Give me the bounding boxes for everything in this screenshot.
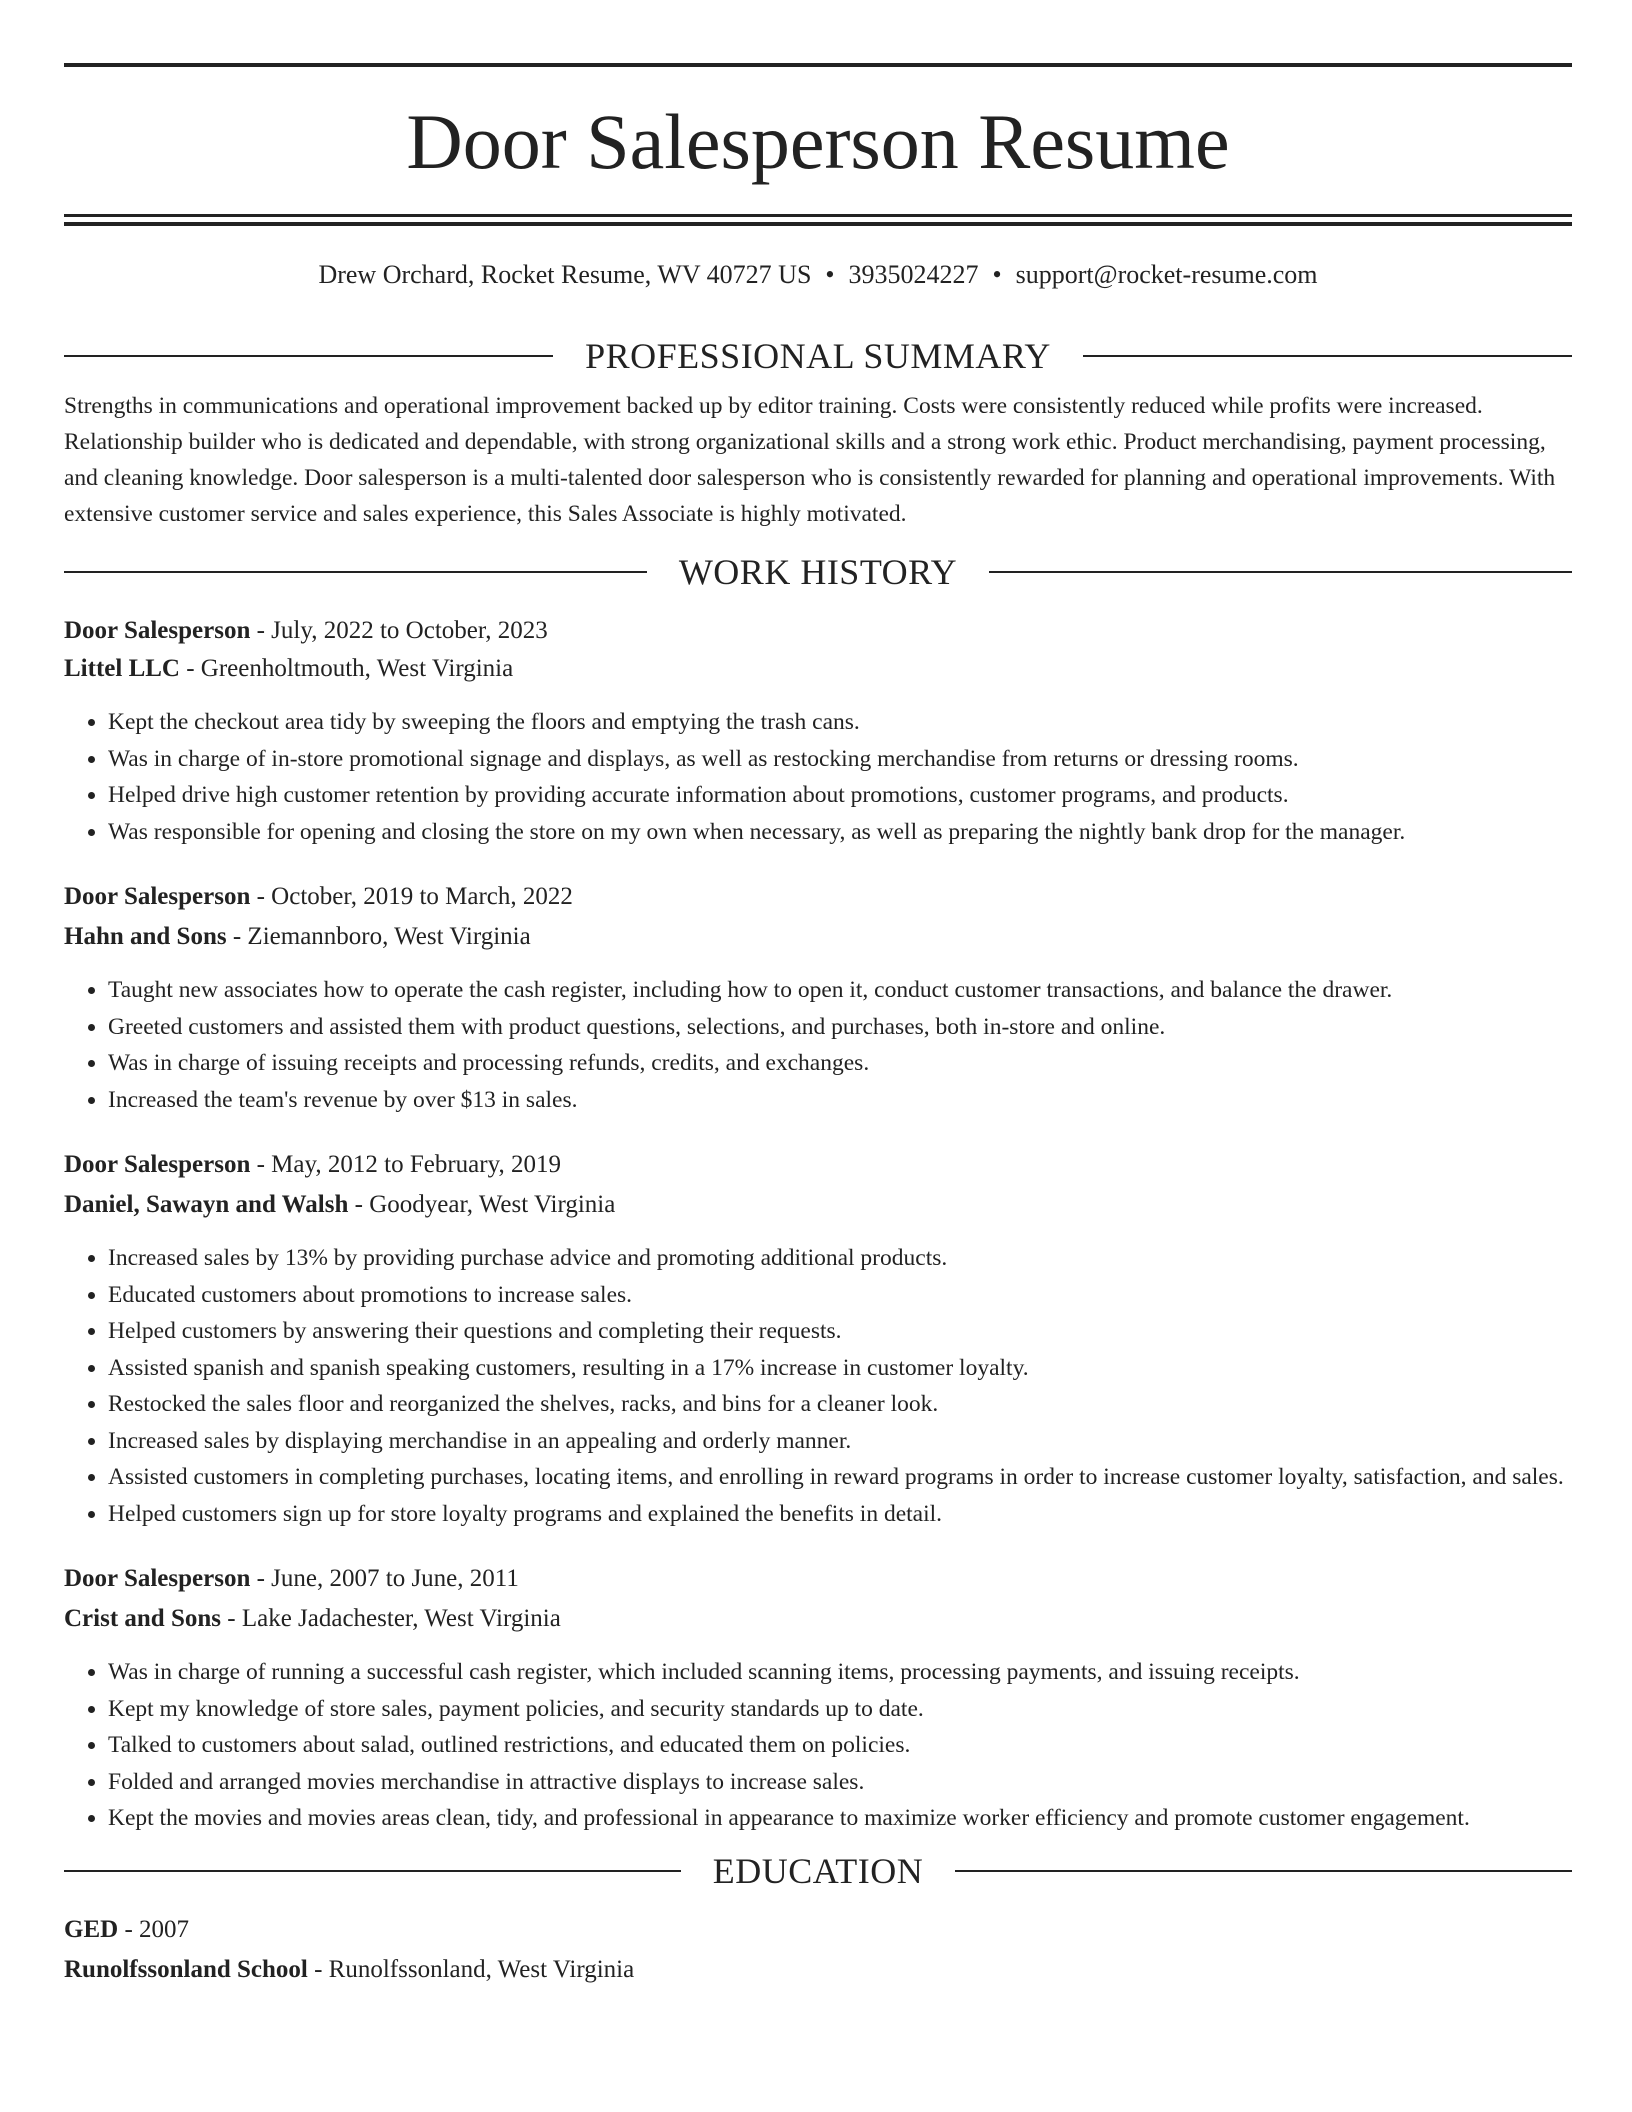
education-school: Runolfssonland School: [64, 1955, 308, 1983]
job-bullets: [64, 972, 1572, 1118]
list-item: • Increased sales by displaying merchandise in an appealing and orderly manner.: [108, 1423, 1572, 1460]
list-item: • Taught new associates how to operate the cash register, including how to open it, conduct customer transactions, and balance the drawer.: [108, 972, 1572, 1009]
job-title-line: [64, 1150, 1572, 1190]
education-school-line: [64, 1955, 1572, 1985]
list-item: • Assisted customers in completing purchases, locating items, and enrolling in reward programs in order to increase customer loyalty, satisfaction, and sales.: [108, 1459, 1572, 1496]
list-item: • Restocked the sales floor and reorganized the shelves, racks, and bins for a cleaner look.: [108, 1386, 1572, 1423]
list-item: • Was in charge of in-store promotional signage and displays, as well as restocking merchandise from returns or dressing rooms.: [108, 741, 1572, 778]
job-title-line: [64, 1564, 1572, 1604]
education-degree-line: [64, 1915, 1572, 1955]
job-title: Door Salesperson: [64, 1565, 251, 1592]
heading-rule-right: [989, 571, 1572, 573]
heading-rule-right: [955, 1870, 1572, 1872]
education-degree: GED: [64, 1915, 119, 1943]
education-heading: [64, 1850, 1572, 1891]
heading-rule-left: [64, 355, 553, 357]
list-item: • Increased the team's revenue by over $13 in sales.: [108, 1082, 1572, 1119]
work-history-heading: [64, 554, 1572, 590]
job-dates: - June, 2007 to June, 2011: [250, 1565, 519, 1592]
job-entry: [64, 882, 1572, 1118]
document-title: Door Salesperson Resume: [406, 98, 1230, 185]
job-location: - Ziemannboro, West Virginia: [226, 923, 531, 950]
job-dates: - July, 2022 to October, 2023: [250, 617, 548, 644]
job-entry: [64, 616, 1572, 850]
list-item: • Greeted customers and assisted them with product questions, selections, and purchases, both in-store and online.: [108, 1009, 1572, 1046]
summary-text: Strengths in communications and operational improvement backed up by editor training. Costs were consistently reduced while profits were increased. Relationship builder who is dedicated and dependable, with strong organizational skills and a strong work ethic. Product merchandising, payment processing, and cleaning knowledge. Door salesperson is a multi-talented door salesperson who is consistently rewarded for planning and operational improvements. With extensive customer service and sales experience, this Sales Associate is highly motivated.: [64, 393, 1556, 527]
job-bullets: [64, 1654, 1572, 1837]
contact-address: Drew Orchard, Rocket Resume, WV 40727 US: [318, 260, 812, 289]
job-entry: [64, 1150, 1572, 1532]
contact-phone: 3935024227: [848, 260, 979, 289]
job-company-line: [64, 1190, 1572, 1220]
job-company-line: [64, 654, 1572, 684]
job-dates: - May, 2012 to February, 2019: [250, 1151, 561, 1178]
summary-heading: [64, 338, 1572, 374]
job-bullets: [64, 1240, 1572, 1532]
job-company: Hahn and Sons: [64, 923, 227, 950]
job-company-line: [64, 1604, 1572, 1634]
contact-separator: •: [992, 260, 1002, 289]
list-item: • Helped customers sign up for store loyalty programs and explained the benefits in detail.: [108, 1496, 1572, 1533]
job-title-line: [64, 616, 1572, 654]
summary-heading-label: PROFESSIONAL SUMMARY: [585, 336, 1051, 376]
heading-rule-right: [1083, 355, 1572, 357]
heading-rule-left: [64, 1870, 681, 1872]
job-company: Littel LLC: [64, 655, 180, 682]
title-double-rule: [64, 214, 1572, 226]
list-item: • Talked to customers about salad, outlined restrictions, and educated them on policies.: [108, 1727, 1572, 1764]
list-item: • Folded and arranged movies merchandise in attractive displays to increase sales.: [108, 1764, 1572, 1801]
job-location: - Lake Jadachester, West Virginia: [221, 1605, 561, 1632]
job-title-line: [64, 882, 1572, 922]
job-bullets: [64, 704, 1572, 850]
job-location: - Greenholtmouth, West Virginia: [179, 655, 514, 682]
job-company: Crist and Sons: [64, 1605, 221, 1632]
list-item: • Was in charge of running a successful cash register, which included scanning items, processing payments, and issuing receipts.: [108, 1654, 1572, 1691]
education-heading-label: EDUCATION: [712, 1850, 924, 1891]
contact-separator: •: [825, 260, 835, 289]
education-entry: [64, 1915, 1572, 1985]
work-history-heading-label: WORK HISTORY: [678, 552, 958, 592]
contact-email: support@rocket-resume.com: [1015, 260, 1318, 289]
job-title: Door Salesperson: [64, 883, 251, 910]
job-dates: - October, 2019 to March, 2022: [250, 883, 573, 910]
job-entry: [64, 1564, 1572, 1837]
job-title: Door Salesperson: [64, 1151, 251, 1178]
list-item: • Increased sales by 13% by providing purchase advice and promoting additional products.: [108, 1240, 1572, 1277]
list-item: • Was in charge of issuing receipts and processing refunds, credits, and exchanges.: [108, 1045, 1572, 1082]
list-item: • Was responsible for opening and closing the store on my own when necessary, as well as preparing the nightly bank drop for the manager.: [108, 814, 1572, 851]
education-year: - 2007: [118, 1915, 190, 1943]
job-title: Door Salesperson: [64, 617, 251, 644]
list-item: • Helped customers by answering their questions and completing their requests.: [108, 1313, 1572, 1350]
list-item: • Kept the checkout area tidy by sweeping the floors and emptying the trash cans.: [108, 704, 1572, 741]
job-company: Daniel, Sawayn and Walsh: [64, 1191, 349, 1218]
job-location: - Goodyear, West Virginia: [348, 1191, 616, 1218]
heading-rule-left: [64, 571, 647, 573]
list-item: • Kept the movies and movies areas clean, tidy, and professional in appearance to maximize worker efficiency and promote customer engagement.: [108, 1800, 1572, 1837]
list-item: • Assisted spanish and spanish speaking customers, resulting in a 17% increase in customer loyalty.: [108, 1350, 1572, 1387]
list-item: • Kept my knowledge of store sales, payment policies, and security standards up to date.: [108, 1691, 1572, 1728]
list-item: • Helped drive high customer retention by providing accurate information about promotions, customer programs, and products.: [108, 777, 1572, 814]
education-location: - Runolfssonland, West Virginia: [307, 1955, 635, 1983]
job-company-line: [64, 922, 1572, 952]
contact-line: [64, 262, 1572, 288]
list-item: • Educated customers about promotions to increase sales.: [108, 1277, 1572, 1314]
resume-page: [64, 63, 1572, 1985]
